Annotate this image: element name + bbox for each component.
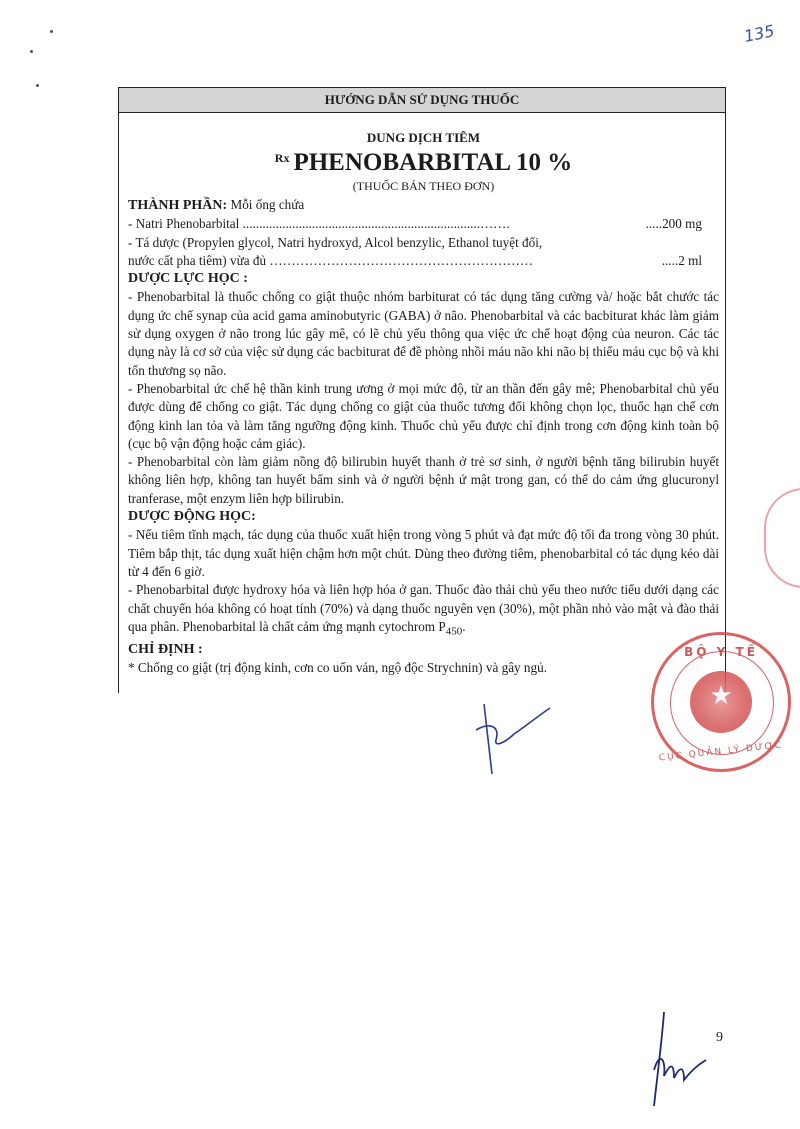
scan-speck <box>30 50 33 53</box>
indication-item: * Chống co giật (trị động kinh, cơn co uốn ván, ngộ độc Strychnin) và gây ngủ. <box>128 660 548 676</box>
composition-item <box>128 215 719 233</box>
pharmacodynamics-heading: DƯỢC LỰC HỌC : <box>128 271 248 287</box>
composition-item <box>128 234 719 252</box>
product-name: PHENOBARBITAL 10 % <box>293 149 573 176</box>
indications-heading: CHỈ ĐỊNH : <box>128 641 203 657</box>
composition-heading: THÀNH PHẦN: <box>128 198 228 213</box>
product-title <box>128 145 719 179</box>
ministry-stamp <box>651 632 791 772</box>
leaflet-content <box>119 130 725 677</box>
signature-mark <box>646 1010 716 1110</box>
scan-speck <box>36 84 39 87</box>
rx-mark: Rx <box>274 151 290 165</box>
dosage-form: DUNG DỊCH TIÊM <box>366 130 481 145</box>
stamp-bottom-text: CỤC QUẢN LÝ DƯỢC <box>658 740 784 764</box>
handwritten-margin-note: 135 <box>742 21 777 46</box>
leaflet-header: HƯỚNG DẪN SỬ DỤNG THUỐC <box>119 88 725 113</box>
composition-intro: Mỗi ống chứa <box>227 197 305 212</box>
composition-item-text: - Tá dược (Propylen glycol, Natri hydroxyd, Alcol benzylic, Ethanol tuyệt đối, <box>128 234 543 250</box>
pharmacodynamics-paragraph: - Phenobarbital ức chế hệ thần kinh trung ương ở mọi mức độ, từ an thần đến gây mê; Phenobarbital chủ yếu được dùng để chống co giật. Tác dụng chống co giật của thuốc tương đối không chọn lọc, thuốc hạn chế cơn động kinh lan tỏa và làm tăng ngưỡng động kinh. Thuốc chủ yếu được chỉ định trong cơn động kinh toàn bộ (cục bộ vận động hoặc cảm giác). <box>128 380 719 451</box>
pharmacokinetics-paragraph <box>128 581 719 641</box>
prescription-note: (THUỐC BÁN THEO ĐƠN) <box>352 179 495 193</box>
pharmacokinetics-paragraph: - Nếu tiêm tĩnh mạch, tác dụng của thuốc xuất hiện trong vòng 5 phút và đạt mức độ tối đa trong vòng 30 phút. Tiêm bắp thịt, tác dụng xuất hiện chậm hơn một chút. Dùng theo đường tiêm, phenobarbital có tác dụng kéo dài từ 4 đến 6 giờ. <box>128 527 719 579</box>
scan-speck <box>50 30 53 33</box>
signature-mark <box>470 700 560 780</box>
partial-stamp-edge <box>764 488 800 588</box>
composition-item <box>128 252 719 270</box>
pharmacokinetics-heading: DƯỢC ĐỘNG HỌC: <box>128 509 256 525</box>
paragraph-end: . <box>462 618 466 634</box>
emblem-icon <box>690 671 752 733</box>
composition-item-text: - Natri Phenobarbital ........................................................................……. <box>128 216 510 232</box>
pharmacokinetics-paragraph-text: - Phenobarbital được hydroxy hóa và liên hợp hóa ở gan. Thuốc đào thải chủ yếu theo nước tiểu dưới dạng các chất chuyển hóa không có hoạt tính (70%) và dạng thuốc nguyên vẹn (30%), một phần nhỏ vào mật và đào thải qua phân. Phenobarbital là chất cảm ứng mạnh cytochrom P <box>128 582 719 634</box>
composition-item-amount: .....2 ml <box>661 252 702 268</box>
composition-line <box>128 196 719 215</box>
pharmacodynamics-paragraph: - Phenobarbital còn làm giảm nồng độ bilirubin huyết thanh ở trẻ sơ sinh, ở người bệnh tăng bilirubin huyết không liên hợp, không tan huyết bẩm sinh và ở người bệnh ứ mật trong gan, có thể do cảm ứng glucuronyl tranferase, một enzym liên hợp bilirubin. <box>128 454 719 506</box>
composition-item-amount: .....200 mg <box>645 216 702 232</box>
star-icon: ★ <box>709 681 733 710</box>
cytochrome-subscript: 450 <box>445 625 463 638</box>
pharmacodynamics-paragraph: - Phenobarbital là thuốc chống co giật thuộc nhóm barbiturat có tác dụng tăng cường và/ hoặc bắt chước tác dụng ức chế synap của acid gama aminobutyric (GABA) ở não. Phenobarbital và các bacbiturat khác làm giảm sử dụng oxygen ở não trong lúc gây mê, có lẽ chủ yếu thông qua việc ức chế hoạt động của neuron. Các tác dụng này là cơ sở của việc sử dụng các bacbiturat để đề phòng nhồi máu não khi não bị thiếu máu cục bộ và khi tổn thương sọ não. <box>128 289 719 378</box>
composition-item-text: nước cất pha tiêm) vừa đủ …………………………………………………… <box>128 252 534 268</box>
stamp-top-text: BỘ Y TẾ <box>684 645 758 659</box>
leaflet-box <box>118 87 726 693</box>
composition-item-amount <box>702 234 719 252</box>
page-number: 9 <box>716 1030 723 1045</box>
